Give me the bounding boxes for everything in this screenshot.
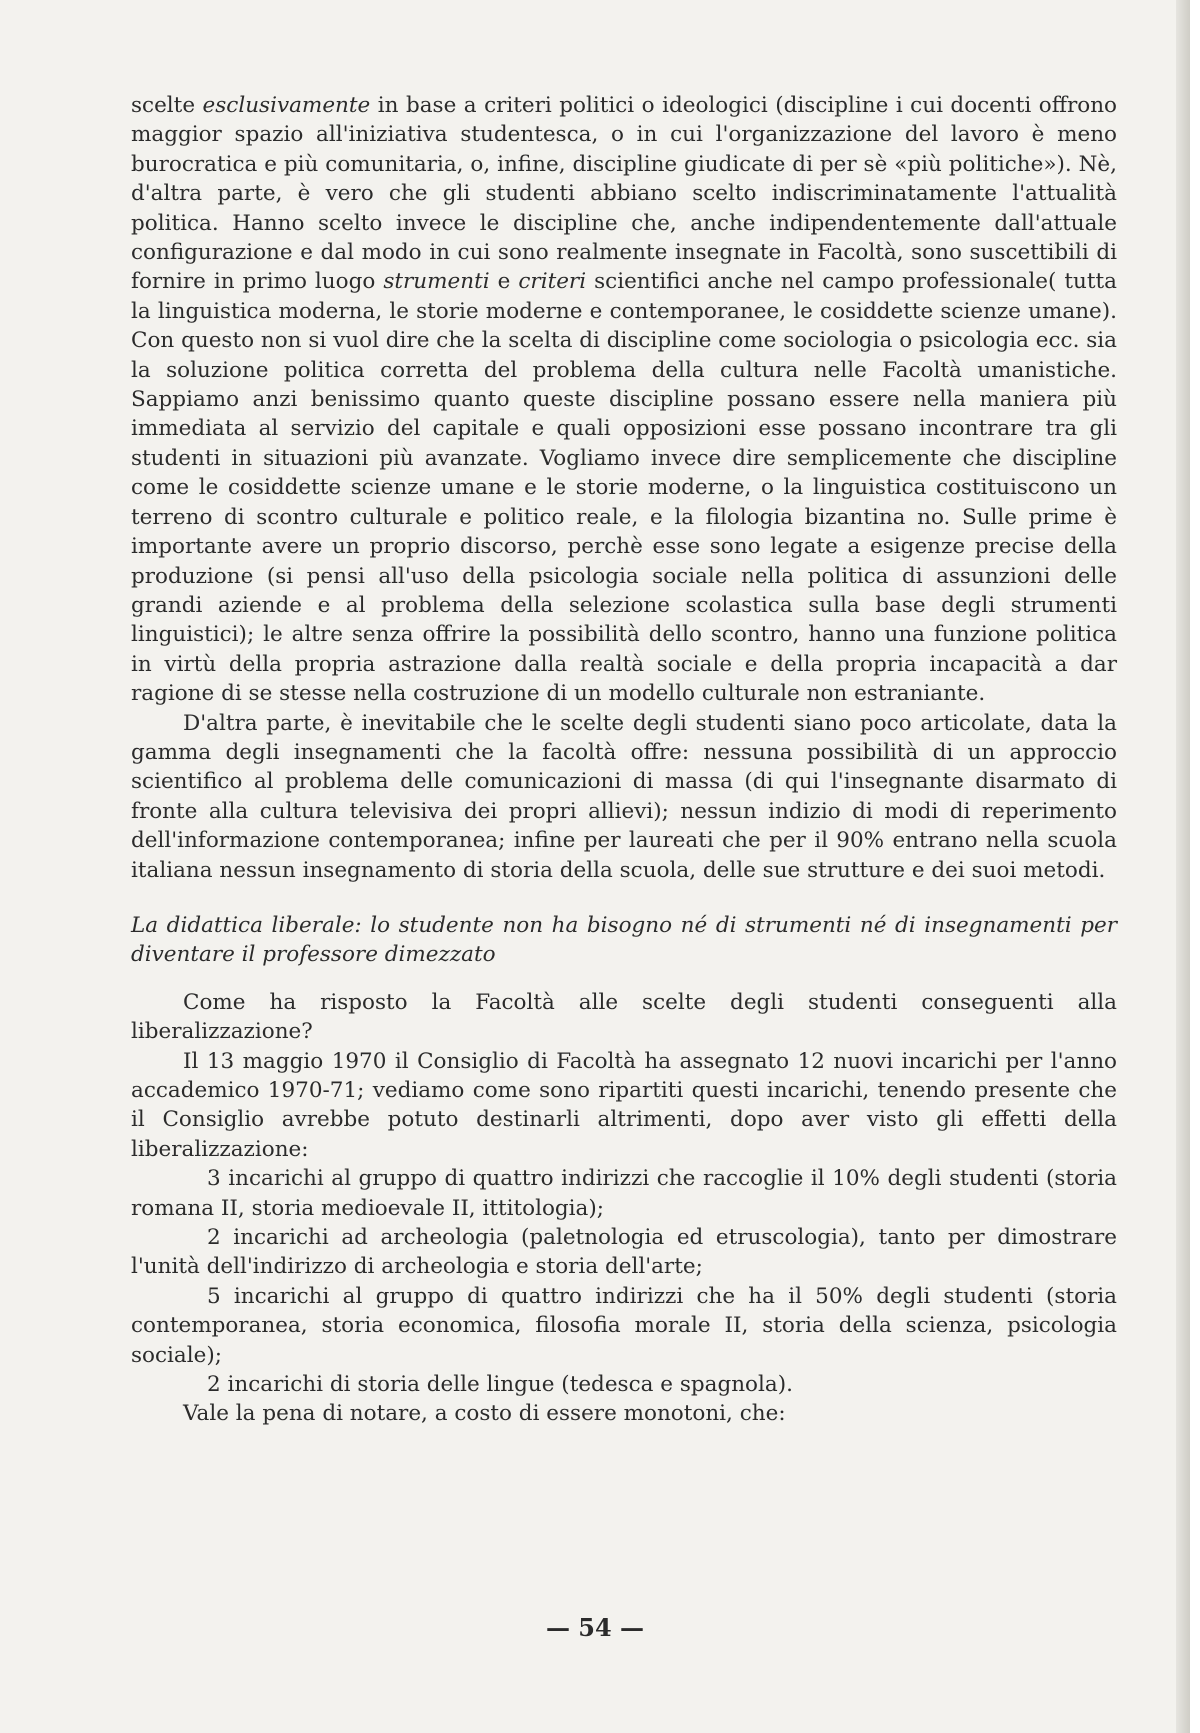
emphasis-criteri: criteri [518, 269, 587, 295]
text-run: e [489, 269, 519, 295]
section-heading: La didattica liberale: lo studente non ha bisogno né di strumenti né di insegnamenti per diventare il professore dimezzato [131, 912, 1117, 968]
list-item: 2 incarichi ad archeologia (paletnologia ed etruscologia), tanto per dimostrare l'unità dell'indirizzo di archeologia e storia dell'arte; [131, 1225, 1117, 1280]
paragraph: Vale la pena di notare, a costo di essere monotoni, che: [183, 1401, 786, 1427]
list-item: 2 incarichi di storia delle lingue (tedesca e spagnola). [207, 1372, 793, 1398]
text-run: scelte [131, 93, 203, 118]
page-edge-shadow [1176, 0, 1190, 1733]
paragraph: Il 13 maggio 1970 il Consiglio di Facoltà ha assegnato 12 nuovi incarichi per l'anno accademico 1970-71; vediamo come sono ripartiti questi incarichi, tenendo presente che il Consiglio avrebbe potuto destinarli altrimenti, dopo aver visto gli effetti della liberalizzazione: [131, 1048, 1117, 1162]
paragraph-continuation [131, 91, 1117, 709]
text-run: scientifici anche nel campo professionale( tutta la linguistica moderna, le storie moderne e contemporanee, le cosiddette scienze umane). Con questo non si vuol dire che la scelta di discipline come sociologia o psicologia ecc. sia la soluzione politica corretta del problema della cultura nelle Facoltà umanistiche. Sappiamo anzi benissimo quanto queste discipline possano essere nella maniera più immediata al servizio del capitale e quali opposizioni esse possano incontrare tra gli studenti in situazioni più avanzate. Vogliamo invece dire semplicemente che discipline come le cosiddette scienze umane e le storie moderne, o la linguistica costituiscono un terreno di scontro culturale e politico reale, e la filologia bizantina no. Sulle prime è importante avere un proprio discorso, perchè esse sono legate a esigenze precise della produzione (si pensi all'uso della psicologia sociale nella politica di assunzioni delle grandi aziende e al problema della selezione scolastica sulla base degli strumenti linguistici); le altre senza offrire la possibilità dello scontro, hanno una funzione politica in virtù della propria astrazione dalla realtà sociale e della propria incapacità a dar ragione di se stesse nella costruzione di un modello culturale non estraniante. [131, 269, 1117, 707]
emphasis-esclusivamente: esclusivamente [202, 93, 371, 118]
page-number: — 54 — [545, 1613, 645, 1642]
emphasis-strumenti: strumenti [383, 269, 490, 295]
body-text [131, 91, 1117, 1429]
paragraph: D'altra parte, è inevitabile che le scelte degli studenti siano poco articolate, data la gamma degli insegnamenti che la facoltà offre: nessuna possibilità di un approccio scientifico al problema delle comunicazioni di massa (di qui l'insegnante disarmato di fronte alla cultura televisiva dei propri allievi); nessun indizio di modi di reperimento dell'informazione contemporanea; infine per laureati che per il 90% entrano nella scuola italiana nessun insegnamento di storia della scuola, delle sue strutture e dei suoi metodi. [131, 710, 1117, 883]
list-item: 5 incarichi al gruppo di quattro indirizzi che ha il 50% degli studenti (storia contemporanea, storia economica, filosofia morale II, storia della scienza, psicologia sociale); [131, 1283, 1117, 1368]
text-run: in base a criteri politici o ideologici (discipline i cui docenti offrono maggior spazio all'iniziativa studentesca, o in cui l'organizzazione del lavoro è meno burocratica e più comunitaria, o, infine, discipline giudicate di per sè «più politiche»). Nè, d'altra parte, è vero che gli studenti abbiano scelto indiscriminatamente l'attualità politica. Hanno scelto invece le discipline che, anche indipendentemente dall'attuale configurazione e dal modo in cui sono realmente insegnate in Facoltà, sono suscettibili di fornire in primo luogo [131, 93, 1117, 295]
list-item: 3 incarichi al gruppo di quattro indirizzi che raccoglie il 10% degli studenti (storia romana II, storia medioevale II, ittitologia); [131, 1166, 1117, 1221]
paragraph: Come ha risposto la Facoltà alle scelte degli studenti conseguenti alla liberalizzazione? [131, 989, 1117, 1045]
